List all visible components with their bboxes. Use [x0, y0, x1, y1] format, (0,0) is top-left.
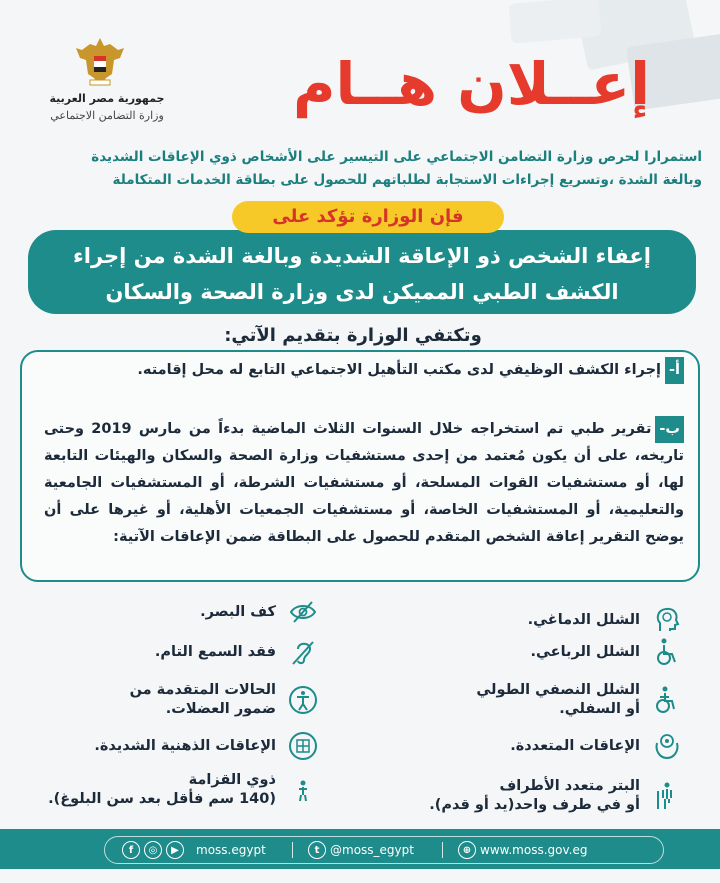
disability-label: الشلل النصفي الطولي [476, 682, 640, 698]
disability-label: البتر متعدد الأطراف [499, 778, 640, 794]
disability-item [200, 592, 318, 632]
disability-item [48, 770, 318, 810]
disability-label-line2: أو السفلي. [559, 701, 640, 717]
ministry-name: وزارة التضامن الاجتماعي [50, 109, 164, 122]
disability-item [531, 632, 683, 672]
twitter-icon: t [308, 841, 326, 859]
intro-line-2: وبالغة الشدة ،وتسريع إجراءات الاستجابة لطلباتهم للحصول على بطاقة الخدمات المتكاملة [112, 172, 702, 188]
amputation-icon [652, 781, 682, 811]
intro-line-1: استمرارا لحرص وزارة التضامن الاجتماعي على التيسير على الأشخاص ذوي الإعاقات الشديدة [91, 149, 702, 165]
twitter-link[interactable] [308, 840, 414, 860]
disability-label-line2: ضمور العضلات. [165, 701, 276, 717]
deaf-ear-icon [288, 637, 318, 667]
requirement-item-b [44, 416, 684, 551]
requirement-item-a [44, 357, 684, 384]
mental-icon [288, 731, 318, 761]
short-stature-icon [288, 775, 318, 805]
disability-item [429, 776, 682, 816]
footer-divider [442, 842, 443, 858]
website-link[interactable] [458, 840, 587, 860]
egypt-eagle-emblem-icon [72, 34, 128, 90]
brain-head-icon [652, 605, 682, 635]
banner-line-1: إعفاء الشخص ذو الإعاقة الشديدة وبالغة الشدة من إجراء [73, 244, 651, 268]
muscle-body-icon [288, 685, 318, 715]
disability-label: الشلل الدماغي. [527, 611, 640, 628]
disability-label: ذوي القزامة [188, 772, 276, 788]
intro-paragraph [18, 146, 702, 192]
page-title: إعــلان هــام [292, 50, 650, 118]
banner-line-2: الكشف الطبي المميكن لدى وزارة الصحة والسكان [105, 280, 619, 304]
requirement-marker-a: أ- [665, 357, 684, 384]
disability-item [476, 680, 682, 720]
instagram-icon: ◎ [144, 841, 162, 859]
requirements-box [20, 350, 700, 582]
bottom-margin [0, 869, 720, 883]
wheelchair-icon [652, 637, 682, 667]
disability-label: فقد السمع التام. [154, 643, 276, 660]
requirement-text-b: تقرير طبي تم استخراجه خلال السنوات الثلاث الماضية بدءاً من مارس 2019 وحتى تاريخه، على أن يكون مُعتمد من إحدى مستشفيات وزارة الصحة والسكان والهيئات التابعة لها، أو مستشفيات القوات المسلحة، أو مستشفيات الشرطة، أو المستشفيات الجامعية والتعليمية، أو المستشفيات الخاصة، أو مستشفيات الجمعيات الأهلية، أو غيرها على أن يوضح التقرير إعاقة الشخص المتقدم للحصول على البطاقة ضمن الإعاقات الآتية: [44, 421, 684, 545]
globe-icon: ⊕ [458, 841, 476, 859]
disability-label: كف البصر. [200, 603, 276, 620]
facebook-icon: f [122, 841, 140, 859]
blind-eye-icon [288, 597, 318, 627]
youtube-icon: ▶ [166, 841, 184, 859]
disability-item [510, 726, 682, 766]
facebook-link[interactable] [122, 840, 266, 860]
multiple-disabilities-icon [652, 731, 682, 761]
disability-item [94, 726, 318, 766]
requirement-text-a: إجراء الكشف الوظيفي لدى مكتب التأهيل الاجتماعي التابع له محل إقامته. [137, 362, 661, 378]
twitter-handle: @moss_egypt [330, 843, 414, 857]
website-url: www.moss.gov.eg [480, 843, 588, 857]
disability-label: الإعاقات الذهنية الشديدة. [94, 737, 276, 754]
disability-label: الشلل الرباعي. [530, 643, 640, 660]
facebook-page-name: moss.egypt [196, 843, 266, 857]
disability-label-line2: أو في طرف واحد(يد أو قدم). [429, 797, 640, 813]
country-name: جمهورية مصر العربية [49, 92, 165, 105]
disability-item [130, 680, 318, 720]
main-announcement-banner [28, 230, 696, 314]
ministry-affirms-label: فإن الوزارة تؤكد على [232, 201, 504, 233]
disability-label-line2: (140 سم فأقل بعد سن البلوغ). [48, 791, 276, 807]
disability-item [155, 632, 318, 672]
footer-divider [292, 842, 293, 858]
wheelchair-user-icon [652, 685, 682, 715]
requirements-heading: وتكتفي الوزارة بتقديم الآتي: [190, 325, 516, 349]
requirement-marker-b: ب- [655, 416, 684, 443]
ministry-identity [22, 92, 192, 122]
disability-label: الإعاقات المتعددة. [510, 737, 640, 754]
disability-label: الحالات المتقدمة من [129, 682, 276, 698]
